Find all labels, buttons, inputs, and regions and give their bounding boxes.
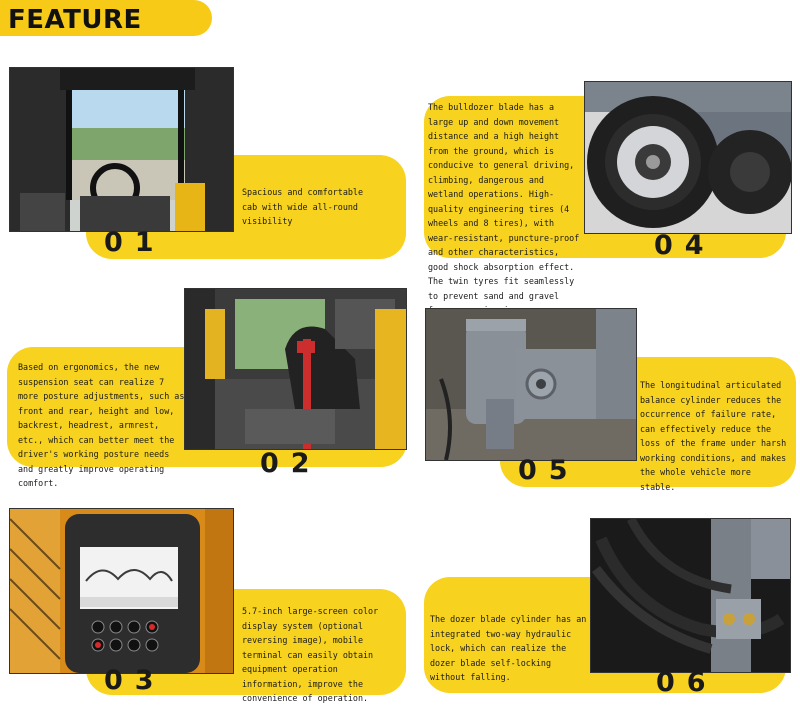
feature-06-text: The dozer blade cylinder has an integrated two-way hydraulic lock, which can realize the dozer blade self-locking without falling. — [430, 614, 587, 682]
feature-05-photo — [425, 308, 637, 461]
feature-02-number: 02 — [260, 448, 322, 479]
feature-02-text: Based on ergonomics, the new suspension seat can realize 7 more posture adjustments, such as front and rear, height and low, backrest, headrest, armrest, etc., which can better meet the driver's working posture needs and greatly improve operating comfort. — [18, 362, 185, 488]
feature-01-photo — [9, 67, 234, 232]
feature-04-photo — [584, 81, 792, 234]
feature-02-photo — [184, 288, 407, 450]
feature-04-number: 04 — [654, 230, 716, 261]
feature-04-text: The bulldozer blade has a large up and down movement distance and a high height from the ground, which is conducive to general driving, climbing, dangerous and wetland operations. High-quality engineering tires (4 wheels and 8 tires), with wear-resistant, puncture-proof and other characteristics, good shock absorption effect. The twin tyres fit seamlessly to prevent sand and gravel — [428, 102, 580, 301]
feature-06-photo — [590, 518, 791, 673]
page-title: FEATURE — [8, 5, 142, 35]
feature-01-text: Spacious and comfortable cab with wide all-round visibility — [242, 187, 364, 226]
feature-06-number: 06 — [656, 667, 718, 698]
feature-05-text: The longitudinal articulated balance cylinder reduces the occurrence of failure rate, can effectively reduce the loss of the frame under harsh working conditions, and makes the whole vehicle more stable. — [640, 380, 787, 492]
feature-03-photo — [9, 508, 234, 674]
feature-01-number: 01 — [104, 227, 166, 258]
feature-03-text: 5.7-inch large-screen color display system (optional reversing image), mobile terminal can easily obtain equipment operation information, improve the convenience of operation. — [242, 606, 379, 703]
feature-03-number: 03 — [104, 665, 166, 696]
feature-05-number: 05 — [518, 455, 580, 486]
